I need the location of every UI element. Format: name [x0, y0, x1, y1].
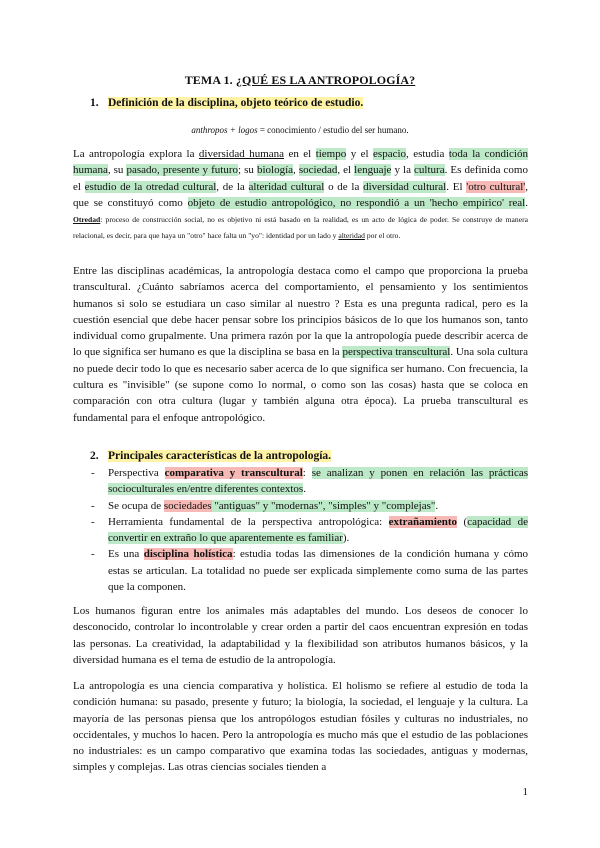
- highlight-tiempo: tiempo: [315, 148, 347, 160]
- highlight-extranamiento: extrañamiento: [388, 515, 458, 528]
- highlight-holistica: disciplina holística: [143, 548, 233, 561]
- highlight-sociedad: sociedad: [298, 164, 338, 177]
- note-end: por el otro.: [364, 231, 401, 241]
- text-run: ,: [293, 164, 299, 177]
- text-run: y la: [391, 164, 415, 177]
- list-item: - Perspectiva comparativa y transcultural: se analizan y ponen en relación las prácticas socioculturales en/entre diferentes contextos.: [91, 465, 528, 498]
- etymology-definition: = conocimiento / estudio del ser humano.: [257, 125, 409, 135]
- note-term: Otredad: [73, 215, 101, 225]
- highlight-otredad-cultural: estudio de la otredad cultural: [84, 180, 217, 193]
- text-run: , el: [337, 164, 355, 177]
- text-run: . El: [446, 180, 467, 193]
- highlight-objeto-estudio: objeto de estudio antropológico, no respondió a un 'hecho empírico' real: [187, 196, 526, 209]
- etymology-term: anthropos + logos: [191, 125, 258, 135]
- highlight-espacio: espacio: [373, 148, 407, 160]
- highlight-diversidad-cultural: diversidad cultural: [363, 180, 447, 193]
- paragraph-transcultural: [73, 263, 528, 426]
- page-title: [0, 73, 600, 88]
- list-item: - Se ocupa de sociedades "antiguas" y "modernas", "simples" y "complejas".: [91, 498, 528, 514]
- title-text: ¿QUÉ ES LA ANTROPOLOGÍA?: [235, 73, 416, 87]
- highlight-capacidad: capacidad de convertir en extraño lo que aparentemente es familiar: [108, 515, 528, 545]
- text-run: Entre las disciplinas académicas, la antropología destaca como el campo que proporciona la prueba transcultural. ¿Cuánto sabríamos acerca del comportamiento, el pensamiento y los sentimientos humanos si solo se estudiara un caso similar al nuestro ? Esta es una pregunta radical, pero es la cuestión esencial que debe hacer pensar sobre los principios básicos de lo que los humanos son, tanto individual como grupalmente. Una primera razón por la que la antropología puede describir acerca de lo que significa ser humano es que la disciplina se basa en la: [73, 265, 528, 359]
- text-run: La antropología explora la: [73, 148, 199, 160]
- text-run: . Es definida como el: [73, 164, 528, 193]
- section-number: 1.: [90, 97, 99, 109]
- text-run: y el: [346, 148, 374, 160]
- paragraph-holismo: La antropología es una ciencia comparativa y holística. El holismo se refiere al estudio de toda la condición humana: su pasado, presente y futuro; la biología, la sociedad, el lenguaje y la cultura. La mayoría de las personas piensa que los antropólogos estudian fósiles y culturas no industriales, no occidentales, y muchos lo hacen. Pero la antropología es mucho más que el estudio de las poblaciones no industriales: es un campo comparativo que examina todas las sociedades, antiguas y modernas, simples y complejas. Las otras ciencias sociales tienden a: [73, 680, 528, 774]
- paragraph-definition: [73, 146, 528, 244]
- list-item: - Es una disciplina holística: estudia todas las dimensiones de la condición humana y cómo estas se articulan. La totalidad no puede ser explicada simplemente como suma de las partes que la componen.: [91, 546, 528, 595]
- section-heading-1: [90, 97, 363, 109]
- list-item: - Herramienta fundamental de la perspectiva antropológica: extrañamiento (capacidad de convertir en extraño lo que aparentemente es familiar).: [91, 514, 528, 547]
- section-title: Definición de la disciplina, objeto teórico de estudio.: [108, 97, 364, 109]
- note-alteridad: alteridad: [338, 231, 365, 241]
- text-run: en el: [284, 148, 316, 160]
- text-run: o de la: [324, 180, 364, 193]
- highlight-biologia: biología: [256, 164, 294, 177]
- page-number: 1: [522, 786, 528, 798]
- highlight-lenguaje: lenguaje: [354, 164, 392, 177]
- title-prefix: TEMA 1.: [184, 73, 236, 87]
- highlight-diversidad: diversidad humana: [198, 148, 285, 160]
- highlight-sociedades: sociedades: [163, 499, 212, 512]
- text-run: .: [525, 196, 528, 209]
- text-run: , que se constituyó como: [73, 180, 528, 209]
- text-run: . Una sola cultura no puede decir todo lo que es necesario saber acerca de lo que significa ser humano. Con frecuencia, la cultura es "invisible" (se supone como lo normal, o como son las cosas) hasta que se coloca en comparación con otra cultura (lugar y también alguna otra época). La prueba transcultural es fundamental para el enfoque antropológico.: [73, 346, 528, 424]
- paragraph-adaptables: Los humanos figuran entre los animales más adaptables del mundo. Los deseos de conocer lo desconocido, controlar lo incontrolable y crear orden a partir del caos encuentran expresión en todas las personas. La creatividad, la adaptabilidad y la flexibilidad son atributos humanos básicos, y la diversidad humana es el tema de estudio de la antropología.: [73, 605, 528, 666]
- highlight-tipos-sociedades: "antiguas" y "modernas", "simples" y "complejas": [211, 499, 436, 512]
- highlight-cultura: cultura: [414, 164, 445, 177]
- characteristics-list: [91, 465, 528, 595]
- highlight-alteridad: alteridad cultural: [248, 180, 325, 193]
- highlight-pasado: pasado, presente y futuro: [126, 164, 238, 177]
- text-run: ; su: [238, 164, 257, 177]
- etymology-line: [0, 125, 600, 135]
- otredad-note: [73, 215, 528, 240]
- text-run: , de la: [216, 180, 249, 193]
- highlight-otro-cultural: 'otro cultural': [466, 180, 526, 193]
- highlight-comparativa: comparativa y transcultural: [164, 467, 303, 479]
- text-run: , estudia: [406, 148, 449, 160]
- highlight-condicion: toda la condición humana: [73, 148, 528, 177]
- section-number: 2.: [90, 450, 99, 462]
- note-text: : proceso de construcción social, no es objetivo ni está basado en la realidad, es un acto de lógica de poder. Se construye de manera relacional, es decir, para que haya un "otro" hace falta un "yo": identidad por un lado y: [73, 215, 528, 241]
- highlight-perspectiva-transcultural: perspectiva transcultural: [342, 346, 451, 359]
- section-title: Principales características de la antropología.: [108, 450, 332, 462]
- section-heading-2: [90, 450, 331, 462]
- highlight-analisis: se analizan y ponen en relación las prácticas socioculturales en/entre diferentes contextos: [108, 467, 528, 496]
- text-run: , su: [107, 164, 127, 177]
